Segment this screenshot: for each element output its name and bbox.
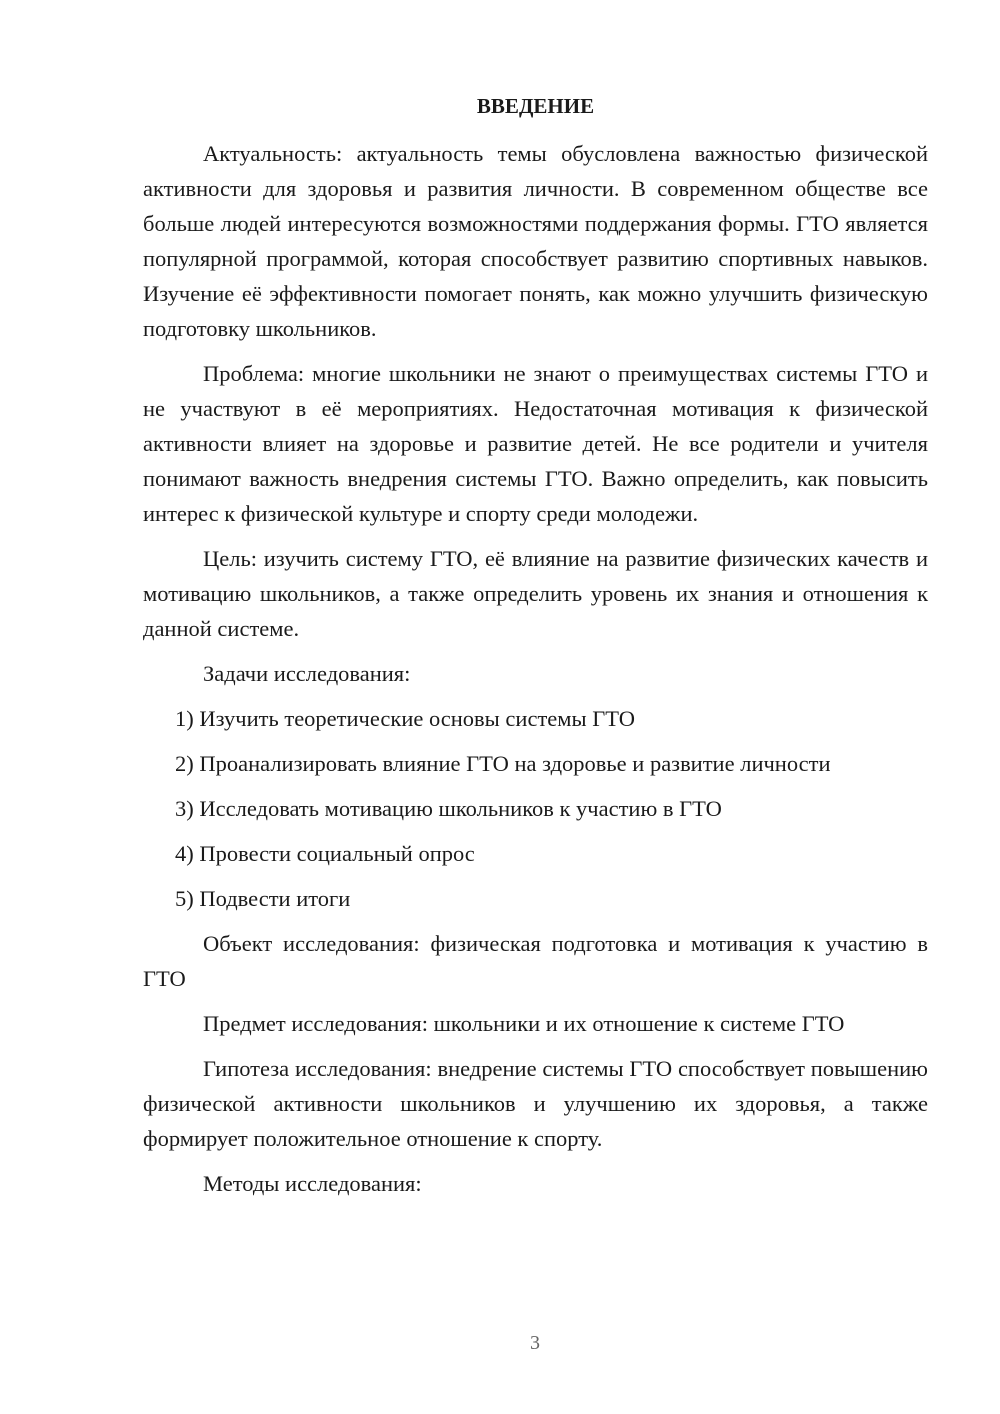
list-item: 3) Исследовать мотивацию школьников к участию в ГТО	[175, 796, 722, 821]
paragraph-object: Объект исследования: физическая подготовка и мотивация к участию в ГТО	[143, 931, 928, 991]
list-item: 1) Изучить теоретические основы системы ГТО	[175, 706, 635, 731]
page-title: ВВЕДЕНИЕ	[476, 94, 595, 118]
tasks-title: Задачи исследования:	[203, 661, 411, 686]
list-item: 2) Проанализировать влияние ГТО на здоровье и развитие личности	[175, 751, 831, 776]
paragraph-hypothesis: Гипотеза исследования: внедрение системы ГТО способствует повышению физической активности школьников и улучшению их здоровья, а также формирует положительное отношение к спорту.	[143, 1056, 928, 1151]
paragraph-relevance: Актуальность: актуальность темы обусловлена важностью физической активности для здоровья и развития личности. В современном обществе все больше людей интересуются возможностями поддержания формы. ГТО является популярной программой, которая способствует развитию спортивных навыков. Изучение её эффективности помогает понять, как можно улучшить физическую подготовку школьников.	[143, 141, 928, 341]
tasks-list	[143, 701, 928, 916]
list-item: 5) Подвести итоги	[175, 886, 351, 911]
paragraph-subject: Предмет исследования: школьники и их отношение к системе ГТО	[203, 1011, 845, 1036]
page-number: 3	[530, 1332, 540, 1354]
paragraph-problem: Проблема: многие школьники не знают о преимуществах системы ГТО и не участвуют в её мероприятиях. Недостаточная мотивация к физической активности влияет на здоровье и развитие детей. Не все родители и учителя понимают важность внедрения системы ГТО. Важно определить, как повысить интерес к физической культуре и спорту среди молодежи.	[143, 361, 928, 526]
list-item: 4) Провести социальный опрос	[175, 841, 475, 866]
methods-title: Методы исследования:	[203, 1171, 422, 1196]
page-content	[143, 92, 928, 1211]
paragraph-goal: Цель: изучить систему ГТО, её влияние на развитие физических качеств и мотивацию школьников, а также определить уровень их знания и отношения к данной системе.	[143, 546, 928, 641]
